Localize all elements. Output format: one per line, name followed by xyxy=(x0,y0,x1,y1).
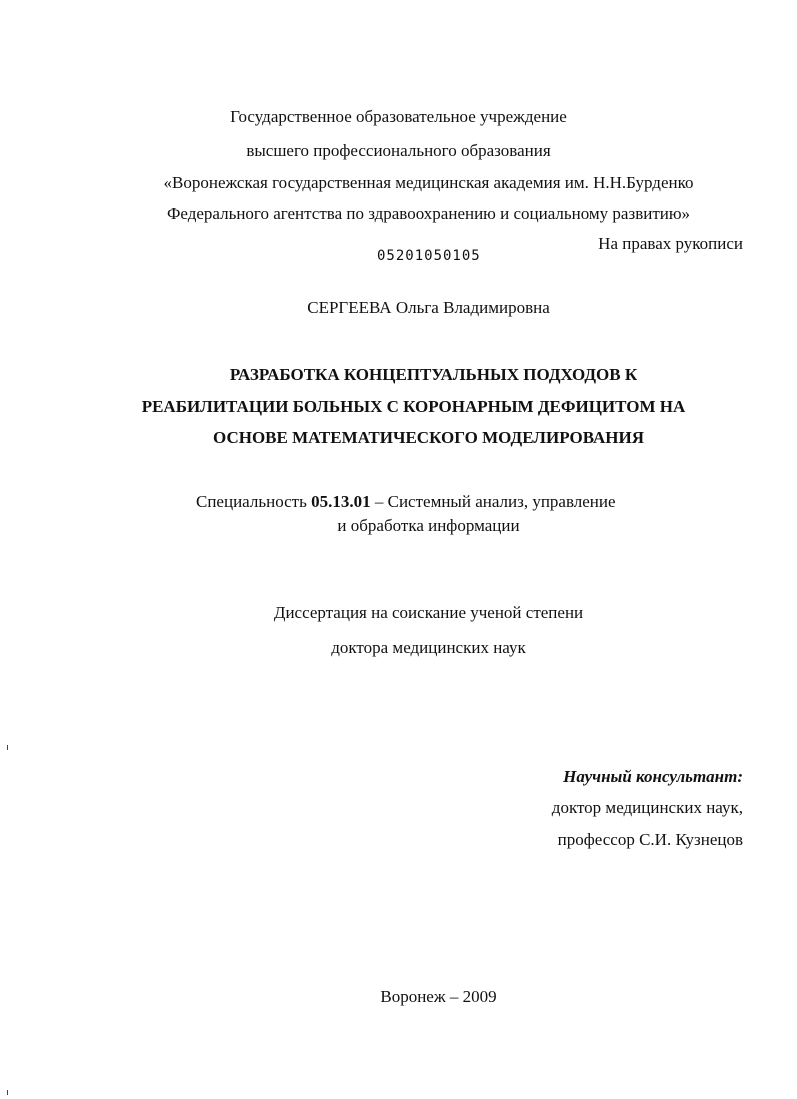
specialty-name-part2: и обработка информации xyxy=(337,516,520,535)
specialty-line xyxy=(196,492,616,512)
place-year: Воронеж – 2009 xyxy=(380,987,497,1006)
institution-line-1: Государственное образовательное учреждение xyxy=(230,107,567,126)
institution-line-2: высшего профессионального образования xyxy=(246,141,551,160)
institution-line-3: «Воронежская государственная медицинская академия им. Н.Н.Бурденко xyxy=(163,173,694,192)
degree-line-1: Диссертация на соискание ученой степени xyxy=(273,603,584,622)
specialty-prefix: Специальность xyxy=(196,492,307,511)
consultant-label: Научный консультант: xyxy=(563,767,743,786)
registry-number: 05201050105 xyxy=(377,248,481,264)
degree-line-2: доктора медицинских наук xyxy=(331,638,526,657)
specialty-code: 05.13.01 xyxy=(311,492,371,511)
consultant-degree: доктор медицинских наук, xyxy=(551,798,743,817)
title-line-3: ОСНОВЕ МАТЕМАТИЧЕСКОГО МОДЕЛИРОВАНИЯ xyxy=(213,428,644,447)
specialty-name-part1: – Системный анализ, управление xyxy=(374,492,616,511)
title-line-2: РЕАБИЛИТАЦИИ БОЛЬНЫХ С КОРОНАРНЫМ ДЕФИЦИТОМ НА xyxy=(141,397,686,416)
scan-speck xyxy=(7,1090,8,1095)
rights-note: На правах рукописи xyxy=(598,234,743,253)
institution-line-4: Федерального агентства по здравоохранению и социальному развитию» xyxy=(166,204,691,223)
title-line-1: РАЗРАБОТКА КОНЦЕПТУАЛЬНЫХ ПОДХОДОВ К xyxy=(229,365,638,384)
author-name: СЕРГЕЕВА Ольга Владимировна xyxy=(307,298,550,317)
scan-speck xyxy=(7,745,8,750)
consultant-name: профессор С.И. Кузнецов xyxy=(557,830,743,849)
